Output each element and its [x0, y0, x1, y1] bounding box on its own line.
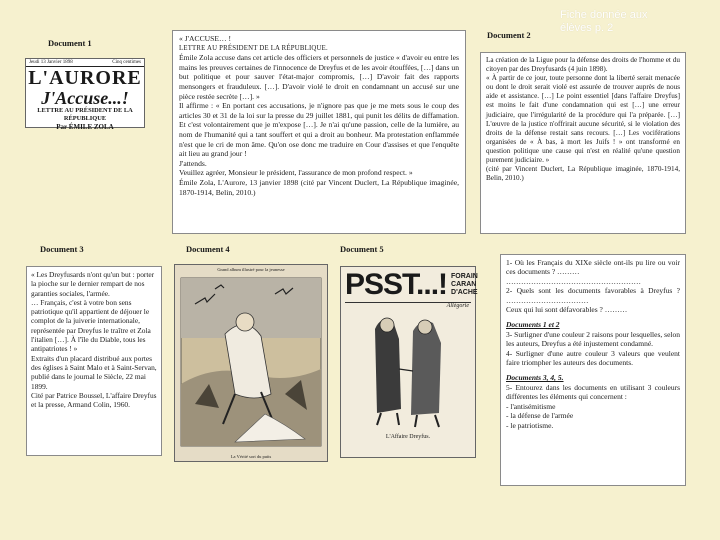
zola-paragraph-3: J'attends.: [179, 158, 207, 168]
ligue-paragraph-1: La création de la Ligue pour la défense des droits de l'homme et du citoyen par des Dreyfusards (4 juin 1898).: [486, 56, 680, 74]
psst-legs: [377, 413, 439, 427]
heading-docs-1-2: Documents 1 et 2: [506, 320, 560, 330]
zola-paragraph-4: Veuillez agréer, Monsieur le président, l'assurance de mon profond respect. »: [179, 168, 413, 178]
doc2-label: Document 2: [487, 30, 531, 40]
question-2: 2- Quels sont les documents favorables à Dreyfus ? ……………………………: [506, 286, 680, 305]
aurore-masthead: L'AURORE: [28, 67, 142, 89]
aurore-subtitle: LETTRE AU PRÉSIDENT DE LA RÉPUBLIQUE: [37, 107, 133, 122]
ligue-source: (cité par Vincent Duclert, La République imaginée, 1870-1914, Belin, 2010.): [486, 165, 680, 183]
doc4-caption-bottom: La Vérité sort du puits: [230, 454, 272, 459]
zola-paragraph-2: Il affirme : « En portant ces accusations, je n'ignore pas que je me mets sous le coup des articles 30 et 31 de la loi sur la presse du 29 juillet 1881, qui punit les délits de diffamation. Et c'est volontairement que je m'expose […]. Je n'ai qu'une passion, celle de la lumière, au nom de l'humanité qui a tant souffert et qui a droit au bonheur. Ma protestation enflammée n'est que le cri de mon âme. Qu'on ose donc me traduire en Cour d'assises et que l'enquête ait lieu au grand jour !: [179, 101, 459, 159]
zola-paragraph-1: Émile Zola accuse dans cet article des officiers et personnels de justice « d'avoir eu entre les mains les preuves certaines de l'innocence de Dreyfus et de les avoir étouffées, […] dans un but politique et pour sauver l'état-major compromis, […] D'avoir fait des rapports mensongers et frauduleux. […]. D'avoir violé le droit en condamnant un accusé sur une pièce restée secrète […]. »: [179, 53, 459, 101]
zola-text-box: [172, 30, 466, 234]
psst-right-head: [418, 320, 432, 334]
doc1-label: Document 1: [48, 38, 92, 48]
doc3-paragraph-2: … Français, c'est à votre bon sens patriotique qu'il appartient de déjouer le complot de la juiverie internationale, représentée par Dreyfus le traître et Zola l'italien […]. À l'île du Diable, tous les antipatriotes ! »: [31, 297, 151, 354]
question-5-item-2: - la défense de l'armée: [506, 411, 574, 421]
question-5: 5- Entourez dans les documents en utilisant 3 couleurs différentes les éléments qui concernent :: [506, 382, 680, 402]
watermark-line-1: Fiche donnée aux: [560, 9, 648, 21]
watermark-line-2: élèves p. 2: [560, 22, 614, 34]
doc5-label: Document 5: [340, 244, 384, 254]
doc3-source: Cité par Patrice Boussel, L'affaire Dreyfus et la presse, Armand Colin, 1960.: [31, 390, 157, 410]
aurore-headline: J'Accuse...!: [41, 88, 129, 108]
doc3-label: Document 3: [40, 244, 84, 254]
question-3: 3- Surligner d'une couleur 2 raisons pour lesquelles, selon les auteurs, Dreyfus a été injustement condamné.: [506, 329, 680, 349]
question-5-item-3: - le patriotisme.: [506, 420, 554, 430]
aurore-topline: [26, 59, 144, 67]
psst-author-2: CARAN D'ACHE: [451, 281, 478, 296]
question-5-item-1: - l'antisémitisme: [506, 401, 556, 411]
question-2b: Ceux qui lui sont défavorables ? ………: [506, 305, 628, 315]
psst-left-head: [380, 318, 394, 332]
zola-title: « J'ACCUSE… !: [179, 34, 231, 43]
psst-drawing: [341, 309, 475, 429]
psst-left-figure: [375, 319, 401, 413]
doc4-drawing: [175, 274, 327, 454]
worksheet-watermark: [560, 9, 647, 35]
psst-author-1: FORAIN: [451, 273, 478, 280]
zola-source: Émile Zola, L'Aurore, 13 janvier 1898 (cité par Vincent Duclert, La République imaginée, 1870-1914, Belin, 2010.): [179, 177, 459, 197]
doc3-paragraph-3: Extraits d'un placard distribué aux portes des églises à Saint Malo et à Saint-Servan, publié dans le journal le Siècle, 22 mai 1899.: [31, 353, 157, 391]
ligue-text-box: [480, 52, 686, 234]
ligue-paragraph-2: « À partir de ce jour, toute personne dont la liberté serait menacée ou dont le droit serait violé est assurée de trouver auprès de nous aide et assistance. […] Le point essentiel [dans l'affaire Dreyfus] est moins le fait d'une condamnation qui est […] une erreur judiciaire, que l'irrégularité de la procédure qui l'a préparée. […] L'œuvre de la justice n'offrirait aucune sécurité, si le violation des droits de la défense restait sans recours. […] Les vociférations organisées de « À bas, à mort les Juifs ! » ont transformé en question politique une cause qui n'est en réalité qu'une question purement judiciaire. »: [486, 74, 680, 165]
aurore-newspaper-image: [25, 58, 145, 131]
doc3-text-box: [26, 266, 162, 456]
doc4-caption-top: Grand album illustré pour la jeunesse: [217, 267, 285, 272]
psst-caption: L'Affaire Dreyfus.: [385, 434, 431, 440]
aurore-price: Cinq centimes: [112, 60, 141, 65]
zola-subtitle: LETTRE AU PRÉSIDENT DE LA RÉPUBLIQUE.: [179, 44, 328, 52]
question-4: 4- Surligner d'une autre couleur 3 valeurs que veulent faire triompher les auteurs des documents.: [506, 348, 680, 368]
doc4-illustration: [174, 264, 328, 462]
psst-arms: [399, 369, 413, 371]
doc4-label: Document 4: [186, 244, 230, 254]
psst-subtitle: Allégorie: [446, 303, 469, 309]
doc3-paragraph-1: « Les Dreyfusards n'ont qu'un but : porter la pioche sur le dernier rempart de nos garanties sociales, l'armée.: [31, 270, 155, 298]
aurore-byline: Par ÉMILE ZOLA: [56, 123, 114, 131]
doc4-figure-head: [236, 313, 254, 331]
psst-right-figure: [411, 321, 441, 415]
heading-docs-3-4-5: Documents 3, 4, 5.: [506, 373, 564, 383]
question-1-answer-line: ………………………………………………: [506, 276, 641, 286]
doc5-psst-cover: [340, 266, 476, 458]
question-1: 1- Où les Français du XIXe siècle ont-ils pu lire ou voir ces documents ? ………: [506, 258, 680, 277]
psst-title: PSST...!: [345, 268, 448, 301]
aurore-date: Jeudi 13 Janvier 1898: [29, 60, 73, 65]
questions-box: [500, 254, 686, 486]
